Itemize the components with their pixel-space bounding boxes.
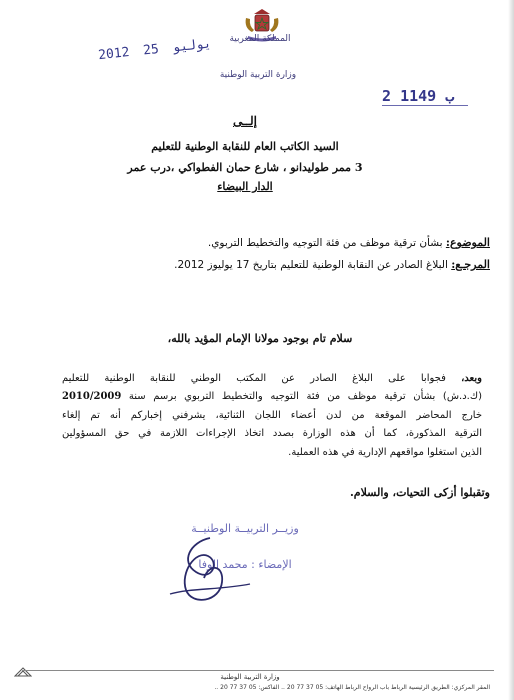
recipient-line1: السيد الكاتب العام للنقابة الوطنية للتعليم	[151, 140, 339, 153]
recipient-line2: 3 ممر طوليدانو ، شارع حمان الفطواكي ،درب عمر	[127, 161, 363, 174]
signatory-name: الإمضاء : محمد الوفا	[198, 558, 292, 571]
signatory-title: وزيــر التربيــة الوطنيــة	[191, 522, 299, 535]
recipient-city: الدار البيضاء	[217, 180, 273, 193]
date-stamp-month: يوليو	[171, 36, 213, 56]
body-line-1	[62, 373, 482, 384]
date-stamp	[98, 36, 219, 63]
body-opener: وبعد،	[461, 373, 482, 384]
body-line-4: الترقية المذكورة، كما أن هذه الوزارة بصدد اتخاذ الإجراءات اللازمة في حق المسؤولين	[62, 428, 482, 439]
reference-row	[30, 258, 490, 271]
handwritten-signature	[150, 532, 270, 612]
greeting: سلام تام بوجود مولانا الإمام المؤيد بالله،	[167, 332, 353, 345]
footer-ministry: وزارة التربية الوطنية	[220, 673, 280, 681]
date-stamp-day: 25	[142, 41, 160, 59]
body-line-2-year: 2010/2009	[62, 391, 122, 402]
closing: وتقبلوا أزكى التحيات، والسلام.	[349, 486, 490, 499]
footer-address: المقر المركزي: الطريق الرئيسية الرباط باب الرواح الرباط الهاتف: 05 37 77 20 .. الفاكس: 05 37 77 20 ..	[214, 684, 490, 691]
reference-number-stamp: 2 ب 1149	[382, 87, 468, 106]
footer-divider	[22, 670, 494, 671]
body-line-2-text: (ك.د.ش) بشأن ترقية موظف من فئة التوجيه والتخطيط التربوي برسم سنة	[128, 391, 482, 402]
body-line-5: الذين استغلوا مواقعهم الإدارية في هذه العملية.	[288, 447, 482, 458]
page-edge-shadow	[508, 0, 514, 700]
body-line-1-text: فجوابا على البلاغ الصادر عن المكتب الوطني للنقابة الوطنية للتعليم	[62, 373, 446, 384]
kingdom-name: المملكة المغربية	[229, 34, 291, 44]
subject-label: الموضوع:	[445, 236, 490, 249]
ministry-name: وزارة التربية الوطنية	[219, 70, 297, 80]
subject-text: بشأن ترقية موظف من فئة التوجيه والتخطيط التربوي.	[207, 237, 443, 249]
reference-label: المرجـع:	[451, 258, 490, 271]
subject-row	[30, 236, 490, 249]
reference-text: البلاغ الصادر عن النقابة الوطنية للتعليم بتاريخ 17 يوليوز 2012.	[174, 259, 448, 271]
footer-logo-icon	[14, 666, 32, 678]
recipient-to: إلــى	[232, 114, 258, 128]
body-line-2	[62, 391, 482, 402]
date-stamp-year: 2012	[97, 45, 131, 64]
body-line-3: خارج المحاضر الموقعة من لدن أعضاء اللجان الثنائية، يشرفني إخباركم أنه تم إلغاء	[62, 410, 482, 421]
